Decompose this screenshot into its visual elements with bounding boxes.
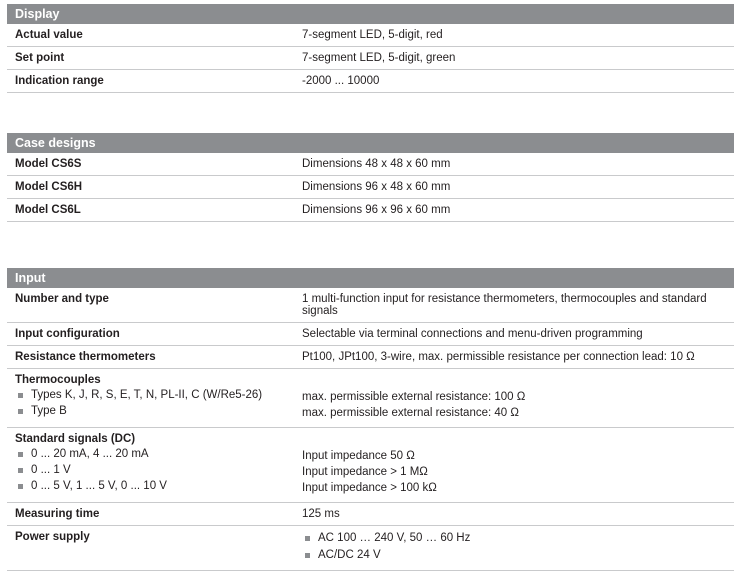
square-bullet-icon [18,393,23,398]
list-item-label: 0 ... 1 V [31,464,71,476]
square-bullet-icon [18,452,23,457]
row-label: Actual value [15,29,83,41]
list-item-label: 0 ... 20 mA, 4 ... 20 mA [31,448,149,460]
spec-table-case-designs [7,153,734,222]
row-value: 7-segment LED, 5-digit, green [302,52,456,64]
row-value: Dimensions 96 x 48 x 60 mm [302,181,451,193]
row-value: Dimensions 48 x 48 x 60 mm [302,158,451,170]
row-value-group [294,526,734,571]
square-bullet-icon [305,536,310,541]
section-input [7,268,734,571]
row-label: Measuring time [15,508,100,520]
list-item [15,479,288,494]
spec-table-display [7,24,734,93]
row-label: Model CS6S [15,158,82,170]
list-item-label: 0 ... 5 V, 1 ... 5 V, 0 ... 10 V [31,480,167,492]
table-row [7,503,734,526]
section-header-display: Display [7,4,734,24]
row-label: Thermocouples [15,374,101,386]
square-bullet-icon [18,484,23,489]
list-item-label: AC 100 … 240 V, 50 … 60 Hz [318,532,471,544]
row-value: 7-segment LED, 5-digit, red [302,29,443,41]
table-row [7,346,734,369]
value-lines [302,449,728,496]
row-label-group [7,369,294,428]
row-label: Indication range [15,75,104,87]
label-sub-list [15,388,288,419]
row-label: Input configuration [15,328,120,340]
row-value: Selectable via terminal connections and menu-driven programming [302,328,643,340]
label-sub-list [15,447,288,494]
row-label: Power supply [15,531,90,543]
value-line: Input impedance 50 Ω [302,450,415,462]
value-lines [302,390,728,421]
section-header-input: Input [7,268,734,288]
row-label: Resistance thermometers [15,351,156,363]
row-value-group [294,428,734,503]
list-item [302,548,728,563]
table-row [7,369,734,428]
value-line: max. permissible external resistance: 40 Ω [302,407,519,419]
row-value: Dimensions 96 x 96 x 60 mm [302,204,451,216]
table-row [7,176,734,199]
value-line: Input impedance > 100 kΩ [302,482,437,494]
table-row [7,24,734,47]
list-item [15,404,288,419]
list-item-label: Types K, J, R, S, E, T, N, PL-II, C (W/Re5-26) [31,389,263,401]
row-value: Pt100, JPt100, 3-wire, max. permissible resistance per connection lead: 10 Ω [302,351,695,363]
table-row [7,323,734,346]
section-case-designs [7,133,734,222]
value-line: Input impedance > 1 MΩ [302,466,428,478]
row-value: -2000 ... 10000 [302,75,380,87]
row-label: Standard signals (DC) [15,433,136,445]
row-label: Model CS6H [15,181,83,193]
row-label: Number and type [15,293,109,305]
row-value: 125 ms [302,508,340,520]
table-row [7,288,734,323]
row-value-group [294,369,734,428]
list-item [15,463,288,478]
table-row [7,199,734,222]
row-label: Model CS6L [15,204,81,216]
square-bullet-icon [18,409,23,414]
table-row [7,526,734,571]
value-line: max. permissible external resistance: 100 Ω [302,391,526,403]
value-bullet-list [302,531,728,563]
row-label: Set point [15,52,65,64]
table-row [7,153,734,176]
row-label-group [7,428,294,503]
list-item-label: Type B [31,405,67,417]
square-bullet-icon [18,468,23,473]
list-item [302,531,728,546]
datasheet-page [0,4,741,561]
table-row [7,428,734,503]
square-bullet-icon [305,553,310,558]
spec-table-input [7,288,734,571]
list-item-label: AC/DC 24 V [318,549,381,561]
list-item [15,447,288,462]
table-row [7,47,734,70]
section-header-case-designs: Case designs [7,133,734,153]
row-value: 1 multi-function input for resistance thermometers, thermocouples and standard signals [302,293,707,317]
section-display [7,4,734,93]
list-item [15,388,288,403]
table-row [7,70,734,93]
